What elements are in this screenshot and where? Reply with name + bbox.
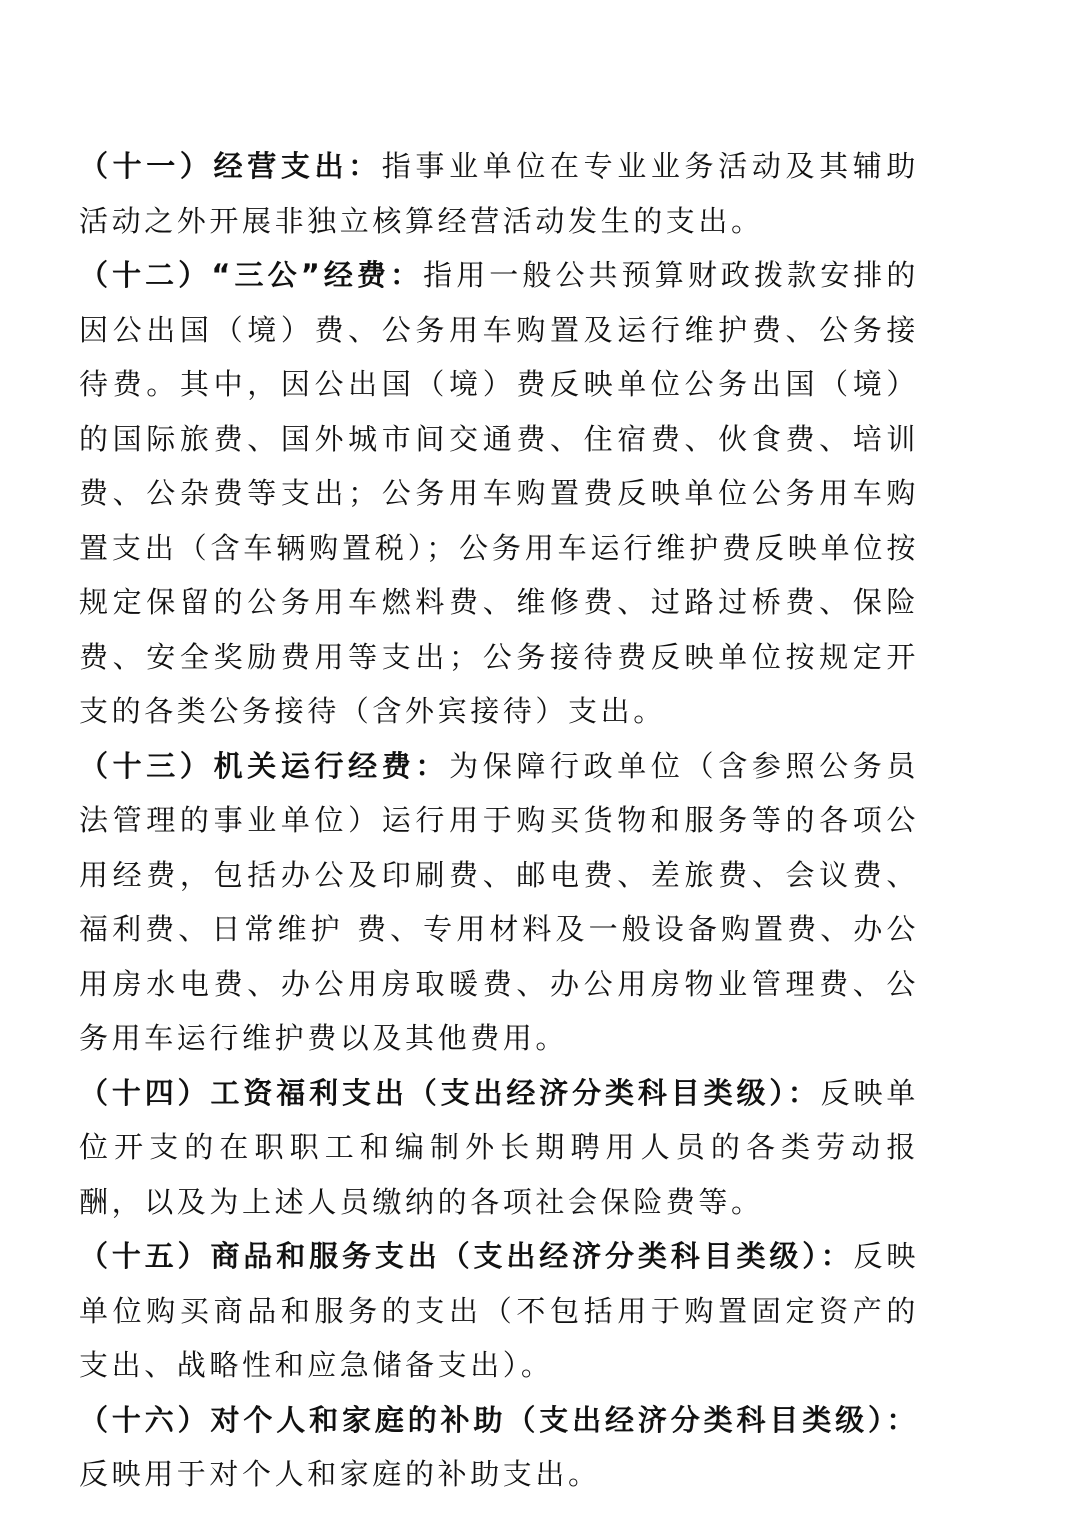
term-heading: （十六）对个人和家庭的补助（支出经济分类科目类级）：	[79, 1402, 919, 1437]
paragraph-text: 为保障行政单位（含参照公务员法管理的事业单位）运行用于购买货物和服务等的各项公用经费，包括办公及印刷费、邮电费、差旅费、会议费、福利费、日常维护 费、专用材料及一般设备购置费、办公用房水电费、办公用房取暖费、办公用房物业管理费、公务用车运行维护费以及其他费用。	[79, 748, 919, 1055]
term-heading: （十二）“三公”经费：	[79, 258, 424, 292]
paragraph-15	[79, 1229, 919, 1393]
paragraph-text: 反映单位开支的在职职工和编制外长期聘用人员的各类劳动报酬，以及为上述人员缴纳的各项社会保险费等。	[79, 1075, 919, 1219]
paragraph-16	[79, 1393, 919, 1502]
term-heading: （十三）机关运行经费：	[79, 748, 450, 783]
document-page	[79, 139, 919, 1502]
paragraph-12	[79, 248, 919, 739]
paragraph-text: 反映用于对个人和家庭的补助支出。	[79, 1457, 601, 1491]
paragraph-text: 指事业单位在专业业务活动及其辅助活动之外开展非独立核算经营活动发生的支出。	[79, 149, 919, 238]
term-heading: （十四）工资福利支出（支出经济分类科目类级）：	[79, 1075, 821, 1110]
term-heading: （十一）经营支出：	[79, 149, 382, 183]
paragraph-11	[79, 139, 919, 248]
term-heading: （十五）商品和服务支出（支出经济分类科目类级）：	[79, 1239, 854, 1273]
paragraph-14	[79, 1066, 919, 1230]
paragraph-text: 反映单位购买商品和服务的支出（不包括用于购置固定资产的支出、战略性和应急储备支出）。	[79, 1239, 920, 1382]
paragraph-13	[79, 739, 919, 1066]
paragraph-text: 指用一般公共预算财政拨款安排的因公出国（境）费、公务用车购置及运行维护费、公务接待费。其中，因公出国（境）费反映单位公务出国（境）的国际旅费、国外城市间交通费、住宿费、伙食费、培训费、公杂费等支出；公务用车购置费反映单位公务用车购置支出（含车辆购置税）；公务用车运行维护费反映单位按规定保留的公务用车燃料费、维修费、过路过桥费、保险费、安全奖励费用等支出；公务接待费反映单位按规定开支的各类公务接待（含外宾接待）支出。	[79, 258, 919, 728]
